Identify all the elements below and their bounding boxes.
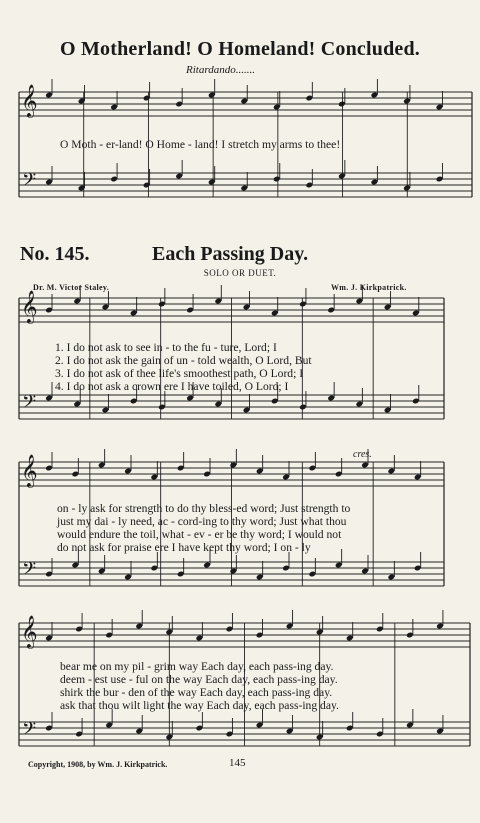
verse-3-line-2: would endure the toil, what - ev - er be thy word; I would not bbox=[57, 528, 342, 541]
verse-3-line-1: 3. I do not ask of thee life's smoothest path, O Lord; I bbox=[55, 367, 304, 380]
treble-clef-icon: 𝄞 bbox=[21, 84, 38, 117]
verse-1-line-2: on - ly ask for strength to do thy bless-ed word; Just strength to bbox=[57, 502, 351, 515]
verse-2-line-2: just my dai - ly need, ac - cord-ing to thy word; Just what thou bbox=[57, 515, 347, 528]
bass-clef-icon: 𝄢 bbox=[22, 392, 37, 417]
bass-clef-icon: 𝄢 bbox=[22, 559, 37, 584]
page-number: 145 bbox=[229, 757, 246, 769]
cresc-marking: cres. bbox=[353, 449, 372, 460]
lyricist-credit: Dr. M. Victor Staley. bbox=[33, 283, 110, 292]
copyright-notice: Copyright, 1908, by Wm. J. Kirkpatrick. bbox=[28, 760, 168, 769]
page-title: O Motherland! O Homeland! Concluded. bbox=[60, 38, 420, 60]
verse-4-line-1: 4. I do not ask a crown ere I have toiled, O Lord; I bbox=[55, 380, 289, 393]
hymn-title: Each Passing Day. bbox=[152, 243, 309, 265]
verse-2-line-1: 2. I do not ask the gain of un - told wealth, O Lord, But bbox=[55, 354, 312, 367]
verse-1-line-1: 1. I do not ask to see in - to the fu - ture, Lord; I bbox=[55, 341, 277, 354]
treble-clef-icon: 𝄞 bbox=[21, 454, 38, 487]
top-lyric-line: O Moth - er-land! O Home - land! I stretch my arms to thee! bbox=[60, 138, 341, 151]
hymn-number: No. 145. bbox=[20, 243, 90, 265]
verse-4-line-2: do not ask for praise ere I have kept thy word; I on - ly bbox=[57, 541, 311, 554]
verse-4-line-3: ask that thou wilt light the way Each day, each pass-ing day. bbox=[60, 699, 339, 712]
treble-clef-icon: 𝄞 bbox=[21, 615, 38, 648]
treble-clef-icon: 𝄞 bbox=[21, 290, 38, 323]
bass-clef-icon: 𝄢 bbox=[22, 719, 37, 744]
verse-1-line-3: bear me on my pil - grim way Each day, each pass-ing day. bbox=[60, 660, 334, 673]
hymn-subtitle: SOLO OR DUET. bbox=[203, 268, 277, 278]
tempo-marking: Ritardando....... bbox=[186, 64, 255, 76]
composer-credit: Wm. J. Kirkpatrick. bbox=[331, 283, 407, 292]
verse-3-line-3: shirk the bur - den of the way Each day, each pass-ing day. bbox=[60, 686, 333, 699]
bass-clef-icon: 𝄢 bbox=[22, 170, 37, 195]
verse-2-line-3: deem - est use - ful on the way Each day, each pass-ing day. bbox=[60, 673, 338, 686]
